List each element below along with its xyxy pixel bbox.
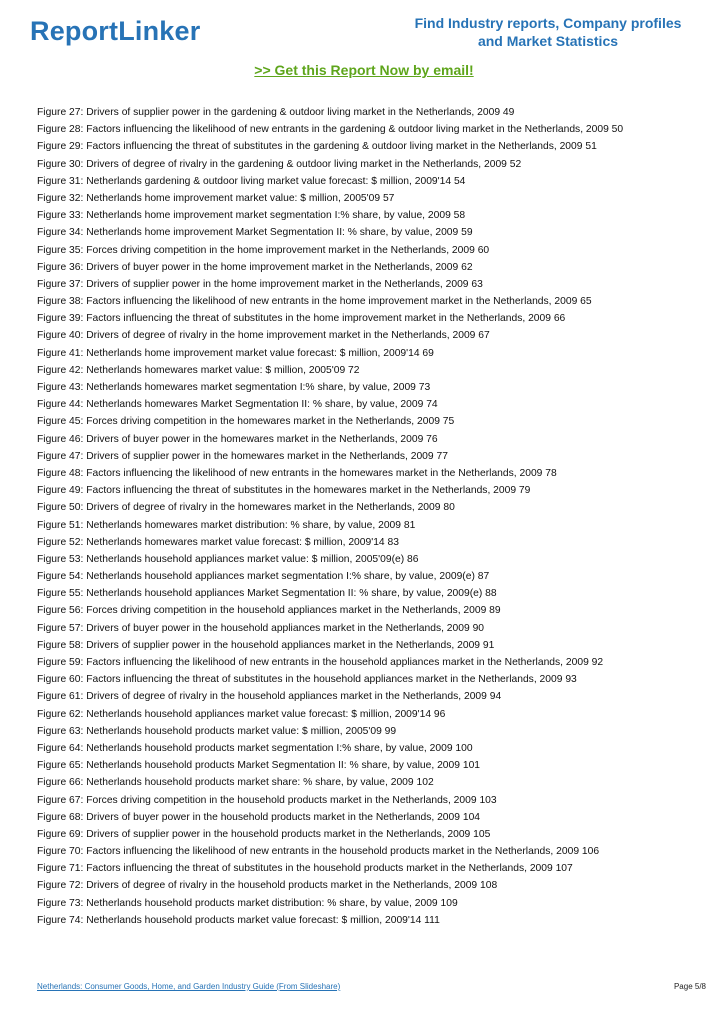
figure-list-item: Figure 46: Drivers of buyer power in the homewares market in the Netherlands, 2009 76 bbox=[37, 433, 438, 445]
figure-list-item: Figure 70: Factors influencing the likelihood of new entrants in the household products market in the Netherlands, 2009 106 bbox=[37, 846, 600, 858]
figure-list-item: Figure 28: Factors influencing the likelihood of new entrants in the gardening & outdoor living market in the Netherlands, 2009 50 bbox=[37, 124, 624, 136]
get-report-link-text: >> Get this Report Now by email! bbox=[254, 62, 474, 78]
figure-list-item: Figure 53: Netherlands household appliances market value: $ million, 2005'09(e) 86 bbox=[37, 553, 419, 565]
figure-list-item: Figure 42: Netherlands homewares market value: $ million, 2005'09 72 bbox=[37, 364, 360, 376]
figure-list-item: Figure 68: Drivers of buyer power in the household products market in the Netherlands, 2009 104 bbox=[37, 811, 481, 823]
figure-list-item: Figure 37: Drivers of supplier power in the home improvement market in the Netherlands, 2009 63 bbox=[37, 278, 483, 290]
tagline-line-2: and Market Statistics bbox=[477, 33, 619, 49]
figure-list-item: Figure 72: Drivers of degree of rivalry in the household products market in the Netherlands, 2009 108 bbox=[37, 880, 498, 892]
figure-list-item: Figure 74: Netherlands household products market value forecast: $ million, 2009'14 111 bbox=[37, 914, 440, 926]
figure-list-item: Figure 66: Netherlands household products market share: % share, by value, 2009 102 bbox=[37, 777, 434, 789]
figure-list-item: Figure 40: Drivers of degree of rivalry in the home improvement market in the Netherlands, 2009 67 bbox=[37, 330, 490, 342]
figure-list-item: Figure 34: Netherlands home improvement Market Segmentation II: % share, by value, 2009 59 bbox=[37, 227, 473, 239]
figure-list-item: Figure 41: Netherlands home improvement market value forecast: $ million, 2009'14 69 bbox=[37, 347, 434, 359]
figure-list-item: Figure 54: Netherlands household appliances market segmentation I:% share, by value, 2009(e) 87 bbox=[37, 571, 490, 583]
figure-list-item: Figure 50: Drivers of degree of rivalry in the homewares market in the Netherlands, 2009 80 bbox=[37, 502, 455, 514]
header-tagline bbox=[368, 14, 728, 50]
figure-list-item: Figure 39: Factors influencing the threat of substitutes in the home improvement market in the Netherlands, 2009 66 bbox=[37, 313, 566, 325]
figure-list-item: Figure 48: Factors influencing the likelihood of new entrants in the homewares market in the Netherlands, 2009 78 bbox=[37, 467, 557, 479]
figure-list-item: Figure 55: Netherlands household appliances Market Segmentation II: % share, by value, 2009(e) 88 bbox=[37, 588, 497, 600]
figure-list-item: Figure 29: Factors influencing the threat of substitutes in the gardening & outdoor living market in the Netherlands, 2009 51 bbox=[37, 141, 597, 153]
figure-list-item: Figure 47: Drivers of supplier power in the homewares market in the Netherlands, 2009 77 bbox=[37, 450, 448, 462]
source-link[interactable]: Netherlands: Consumer Goods, Home, and Garden Industry Guide (From Slideshare) bbox=[37, 982, 341, 991]
figure-list-item: Figure 65: Netherlands household products Market Segmentation II: % share, by value, 2009 101 bbox=[37, 760, 481, 772]
figure-list-item: Figure 31: Netherlands gardening & outdoor living market value forecast: $ million, 2009'14 54 bbox=[37, 175, 466, 187]
figure-list bbox=[37, 104, 707, 929]
figure-list-item: Figure 69: Drivers of supplier power in the household products market in the Netherlands, 2009 105 bbox=[37, 828, 491, 840]
figure-list-item: Figure 71: Factors influencing the threat of substitutes in the household products market in the Netherlands, 2009 107 bbox=[37, 863, 573, 875]
figure-list-item: Figure 45: Forces driving competition in the homewares market in the Netherlands, 2009 75 bbox=[37, 416, 455, 428]
figure-list-item: Figure 62: Netherlands household appliances market value forecast: $ million, 2009'14 96 bbox=[37, 708, 446, 720]
figure-list-item: Figure 33: Netherlands home improvement market segmentation I:% share, by value, 2009 58 bbox=[37, 210, 466, 222]
figure-list-item: Figure 32: Netherlands home improvement market value: $ million, 2005'09 57 bbox=[37, 192, 395, 204]
tagline-line-1: Find Industry reports, Company profiles bbox=[414, 15, 682, 31]
figure-list-item: Figure 56: Forces driving competition in the household appliances market in the Netherlands, 2009 89 bbox=[37, 605, 501, 617]
figure-list-item: Figure 27: Drivers of supplier power in the gardening & outdoor living market in the Netherlands, 2009 49 bbox=[37, 107, 515, 118]
reportlinker-logo[interactable]: ReportLinker bbox=[30, 16, 201, 46]
figure-list-item: Figure 61: Drivers of degree of rivalry in the household appliances market in the Netherlands, 2009 94 bbox=[37, 691, 502, 703]
figure-list-item: Figure 60: Factors influencing the threat of substitutes in the household appliances market in the Netherlands, 2009 93 bbox=[37, 674, 577, 686]
figure-list-item: Figure 49: Factors influencing the threat of substitutes in the homewares market in the Netherlands, 2009 79 bbox=[37, 485, 531, 497]
figure-list-item: Figure 35: Forces driving competition in the home improvement market in the Netherlands, 2009 60 bbox=[37, 244, 490, 256]
figure-list-item: Figure 36: Drivers of buyer power in the home improvement market in the Netherlands, 2009 62 bbox=[37, 261, 473, 273]
figure-list-item: Figure 43: Netherlands homewares market segmentation I:% share, by value, 2009 73 bbox=[37, 382, 431, 393]
get-report-link[interactable] bbox=[0, 62, 728, 78]
page-number: Page 5/8 bbox=[673, 982, 706, 991]
figure-list-item: Figure 59: Factors influencing the likelihood of new entrants in the household appliances market in the Netherlands, 2009 92 bbox=[37, 657, 604, 668]
figure-list-item: Figure 51: Netherlands homewares market distribution: % share, by value, 2009 81 bbox=[37, 519, 416, 531]
figure-list-item: Figure 44: Netherlands homewares Market Segmentation II: % share, by value, 2009 74 bbox=[37, 399, 438, 411]
figure-list-item: Figure 73: Netherlands household products market distribution: % share, by value, 2009 109 bbox=[37, 897, 458, 909]
figure-list-item: Figure 63: Netherlands household products market value: $ million, 2005'09 99 bbox=[37, 725, 397, 737]
figure-list-item: Figure 64: Netherlands household products market segmentation I:% share, by value, 2009 100 bbox=[37, 742, 473, 754]
figure-list-item: Figure 38: Factors influencing the likelihood of new entrants in the home improvement market in the Netherlands, 2009 65 bbox=[37, 296, 592, 308]
figure-list-item: Figure 58: Drivers of supplier power in the household appliances market in the Netherlands, 2009 91 bbox=[37, 639, 495, 651]
figure-list-item: Figure 52: Netherlands homewares market value forecast: $ million, 2009'14 83 bbox=[37, 536, 399, 548]
figure-list-item: Figure 67: Forces driving competition in the household products market in the Netherlands, 2009 103 bbox=[37, 794, 497, 806]
figure-list-item: Figure 57: Drivers of buyer power in the household appliances market in the Netherlands, 2009 90 bbox=[37, 622, 485, 634]
figure-list-item: Figure 30: Drivers of degree of rivalry in the gardening & outdoor living market in the Netherlands, 2009 52 bbox=[37, 158, 522, 170]
